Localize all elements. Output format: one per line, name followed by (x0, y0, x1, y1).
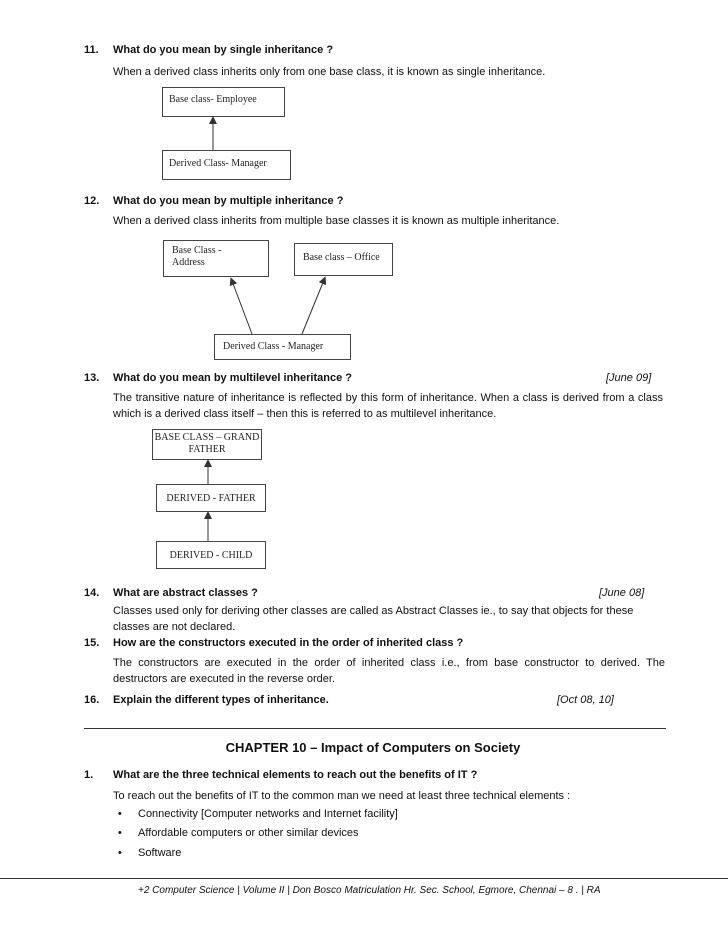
answer-text: Classes used only for deriving other classes are called as Abstract Classes ie., to say that objects for these classes are not declared. (113, 605, 634, 633)
answer-text: The constructors are executed in the order of inherited class i.e., from base constructor to derived. The destructors are executed in the reverse order. (113, 657, 665, 685)
arrow-line (302, 280, 324, 334)
divider (84, 728, 666, 729)
exam-tag: [June 08] (599, 587, 645, 599)
bullet-icon: • (118, 827, 122, 839)
answer-text: The transitive nature of inheritance is reflected by this form of inheritance. When a class is derived from a class which is a derived class itself – then this is referred to as multilevel inheritance. (113, 392, 663, 420)
question-text: What do you mean by multilevel inheritance ? (113, 372, 352, 384)
diagram-derived-class-box: Derived Class- Manager (162, 150, 291, 180)
bullet-icon: • (118, 847, 122, 859)
arrow-line (232, 281, 252, 334)
answer-text: When a derived class inherits from multiple base classes it is known as multiple inheritance. (113, 215, 560, 227)
question-number: 1. (84, 769, 94, 781)
question-text: What do you mean by multiple inheritance ? (113, 195, 344, 207)
diagram-base-class-box: Base class- Employee (162, 87, 285, 117)
diagram-grandfather-box: BASE CLASS – GRAND FATHER (152, 429, 262, 460)
question-text: Explain the different types of inheritance. (113, 694, 329, 706)
question-number: 16. (84, 694, 100, 706)
question-number: 14. (84, 587, 100, 599)
question-text: What are the three technical elements to reach out the benefits of IT ? (113, 769, 478, 781)
answer-text: To reach out the benefits of IT to the common man we need at least three technical elements : (113, 790, 571, 802)
question-number: 15. (84, 637, 100, 649)
answer-text: When a derived class inherits only from one base class, it is known as single inheritance. (113, 66, 546, 78)
list-item: • Software (118, 847, 182, 859)
exam-tag: [June 09] (606, 372, 652, 384)
question-text: What do you mean by single inheritance ? (113, 44, 334, 56)
diagram-child-box: DERIVED - CHILD (156, 541, 266, 569)
diagram-derived-class-box: Derived Class - Manager (214, 334, 351, 360)
question-text: How are the constructors executed in the order of inherited class ? (113, 637, 464, 649)
list-item: • Affordable computers or other similar devices (118, 827, 359, 839)
diagram-father-box: DERIVED - FATHER (156, 484, 266, 512)
question-number: 13. (84, 372, 100, 384)
chapter-title: CHAPTER 10 – Impact of Computers on Society (225, 740, 521, 755)
question-text: What are abstract classes ? (113, 587, 258, 599)
footer-divider (0, 878, 728, 879)
exam-tag: [Oct 08, 10] (557, 694, 614, 706)
diagram-base-class-address-box: Base Class - Address (163, 240, 269, 277)
question-number: 11. (84, 44, 99, 56)
question-number: 12. (84, 195, 100, 207)
bullet-icon: • (118, 808, 122, 820)
footer-text: +2 Computer Science | Volume II | Don Bosco Matriculation Hr. Sec. School, Egmore, Chennai – 8 . | RA (138, 885, 601, 896)
list-item: • Connectivity [Computer networks and Internet facility] (118, 808, 398, 820)
diagram-base-class-office-box: Base class – Office (294, 243, 393, 276)
